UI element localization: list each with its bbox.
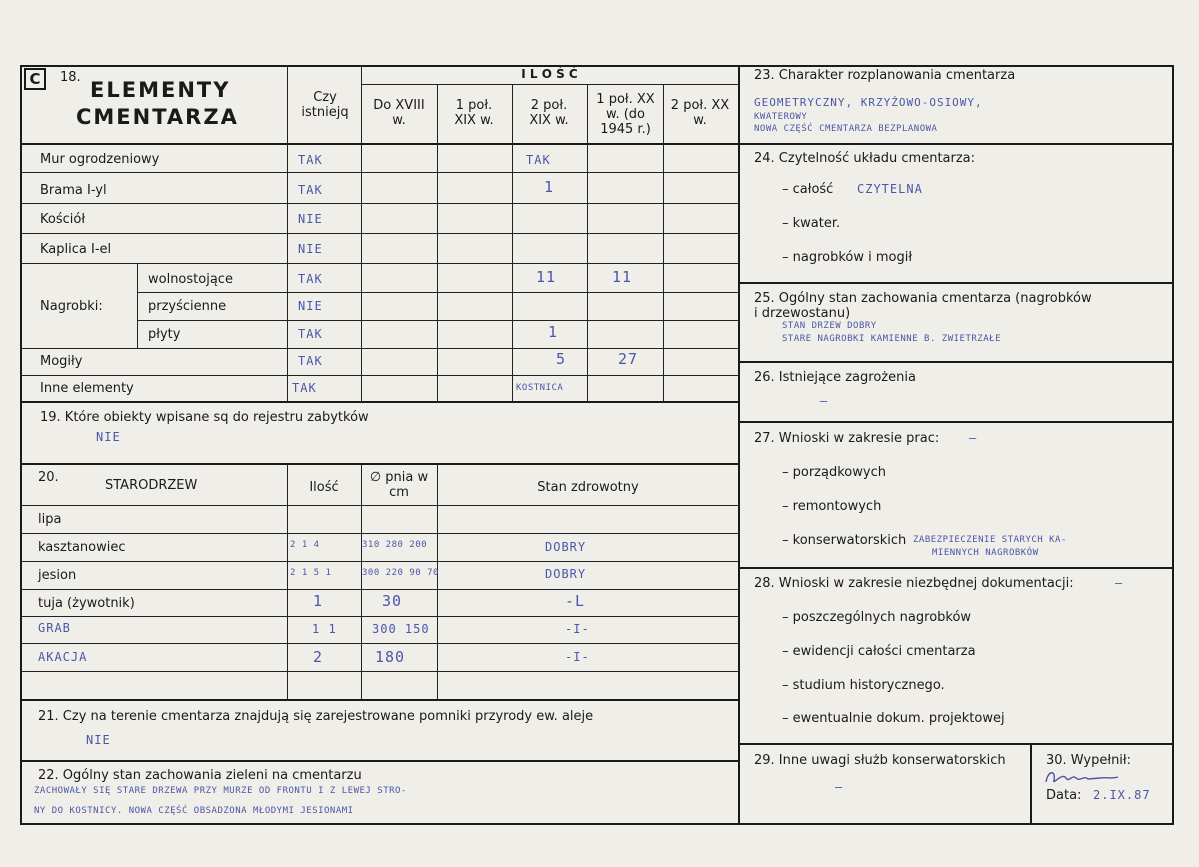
rule-s20 [20, 463, 738, 465]
s28-item: – studium historycznego. [782, 678, 945, 693]
grid-line [361, 84, 738, 85]
s26-answer: — [820, 394, 829, 408]
grid-line [137, 320, 738, 321]
s26-label: 26. Istniejące zagrożenia [754, 370, 916, 385]
grid-line [663, 85, 664, 401]
s18-title-line1: ELEMENTY [90, 78, 231, 102]
tree-name: GRAB [38, 621, 71, 635]
grid-line [20, 203, 738, 204]
grid-line [20, 172, 738, 173]
period-header-2: 1 poł. XIX w. [454, 98, 494, 128]
rule-s22 [20, 760, 738, 762]
s18-title-line2: CMENTARZA [76, 105, 239, 129]
tree-count: 1 [313, 592, 324, 610]
s27-label: 27. Wnioski w zakresie prac: [754, 431, 940, 446]
tree-name: AKACJA [38, 650, 88, 664]
s28-label: 28. Wnioski w zakresie niezbędnej dokumentacji: [754, 576, 1074, 591]
s21-answer: NIE [86, 733, 111, 747]
grid-line [20, 375, 738, 376]
period-header-4: 1 poł. XX w. (do 1945 r.) [596, 92, 655, 137]
s24-item-label: – kwater. [782, 216, 841, 231]
s23-answer-line2: KWATEROWY [754, 112, 808, 122]
tree-count: 2 1 4 [290, 540, 320, 550]
s30-label: 30. Wypełnił: [1046, 753, 1131, 768]
period-header-3: 2 poł. XIX w. [529, 98, 569, 128]
period-header-5: 2 poł. XX w. [670, 98, 730, 128]
rule-s25 [738, 282, 1174, 284]
period-value: 1 [544, 178, 555, 196]
grid-line [20, 616, 738, 617]
grid-line [20, 348, 738, 349]
grid-line [137, 263, 138, 348]
divider-s30 [1030, 743, 1032, 825]
rule-s27 [738, 421, 1174, 423]
exists-value: TAK [298, 327, 323, 341]
section-c-box: C [24, 68, 46, 90]
period-value: TAK [526, 153, 551, 167]
s24-item-label: – całość [782, 182, 834, 197]
rule-s26 [738, 361, 1174, 363]
grid-line [20, 233, 738, 234]
s19-label: 19. Które obiekty wpisane sq do rejestru zabytków [40, 410, 369, 425]
grid-line [437, 463, 438, 699]
grid-line [287, 463, 288, 699]
row-label: Kościół [40, 212, 86, 227]
row-label: Mogiły [40, 354, 83, 369]
row-label: Brama I-yl [40, 183, 107, 198]
period-header-1: Do XVIII w. [373, 98, 425, 128]
tree-health: DOBRY [545, 567, 587, 581]
tree-diameter: 300 150 [372, 622, 430, 636]
period-value: 11 [536, 268, 557, 286]
rule-s21 [20, 699, 738, 701]
s25-label-line2: i drzewostanu) [754, 306, 851, 321]
s27-item: – porządkowych [782, 465, 886, 480]
nagrobki-group-label: Nagrobki: [40, 299, 103, 314]
grid-line [20, 505, 738, 506]
tree-diameter: 180 [375, 648, 406, 666]
s22-answer-line1: ZACHOWAŁY SIĘ STARE DRZEWA PRZY MURZE OD FRONTU I Z LEWEJ STRO- [34, 786, 407, 796]
s28-item: – ewidencji całości cmentarza [782, 644, 976, 659]
row-label: Kaplica I-el [40, 242, 112, 257]
exists-value: TAK [298, 153, 323, 167]
exists-value: TAK [298, 354, 323, 368]
s20-title: STARODRZEW [105, 478, 198, 493]
date-value: 2.IX.87 [1093, 788, 1151, 802]
grid-line [137, 292, 738, 293]
grid-line [20, 533, 738, 534]
s23-answer-line3: NOWA CZĘŚĆ CMENTARZA BEZPLANOWA [754, 124, 938, 134]
period-value: 27 [618, 350, 639, 368]
exists-value: NIE [298, 299, 323, 313]
tree-count: 2 [313, 648, 324, 666]
tree-name: jesion [38, 568, 77, 583]
grid-line [361, 463, 362, 699]
s22-label: 22. Ogólny stan zachowania zieleni na cmentarzu [38, 768, 362, 783]
grid-line [20, 589, 738, 590]
exists-value: TAK [298, 183, 323, 197]
grid-line [20, 671, 738, 672]
column-divider [738, 65, 740, 825]
tree-diameter: 30 [382, 592, 403, 610]
col-count-header: Ilość [309, 480, 339, 495]
period-value: KOSTNICA [516, 383, 564, 393]
s27-konserw-answer-line1: ZABEZPIECZENIE STARYCH KA- [913, 535, 1067, 545]
s23-answer-line1: GEOMETRYCZNY, KRZYŻOWO-OSIOWY, [754, 96, 983, 109]
row-label: Inne elementy [40, 381, 134, 396]
rule-s29 [738, 743, 1174, 745]
row-label: wolnostojące [148, 272, 233, 287]
exists-value: NIE [298, 242, 323, 256]
tree-count: 1 1 [312, 622, 337, 636]
s21-label: 21. Czy na terenie cmentarza znajdują się zarejestrowane pomniki przyrody ew. aleje [38, 709, 594, 724]
s24-label: 24. Czytelność układu cmentarza: [754, 151, 976, 166]
s23-label: 23. Charakter rozplanowania cmentarza [754, 68, 1016, 83]
s28-item: – poszczególnych nagrobków [782, 610, 972, 625]
row-label: płyty [148, 327, 181, 342]
ilosc-header: I L O Ś Ć [521, 67, 578, 81]
s27-item: – konserwatorskich [782, 533, 907, 548]
s27-item: – remontowych [782, 499, 882, 514]
tree-diameter: 300 220 90 70 [362, 568, 439, 578]
row-label: przyścienne [148, 299, 227, 314]
s27-konserw-answer-line2: MIENNYCH NAGROBKÓW [932, 548, 1039, 558]
grid-line [20, 561, 738, 562]
date-label: Data: [1046, 788, 1082, 803]
rule-s28 [738, 567, 1174, 569]
s29-label: 29. Inne uwagi służb konserwatorskich [754, 753, 1006, 768]
tree-health: DOBRY [545, 540, 587, 554]
tree-health: -I- [565, 650, 590, 664]
col-exists-header: Czy istniejq [301, 90, 349, 120]
grid-line [20, 263, 738, 264]
tree-count: 2 1 5 1 [290, 568, 332, 578]
grid-line [512, 85, 513, 401]
header-rule [20, 143, 1174, 145]
exists-value: TAK [292, 381, 317, 395]
exists-value: NIE [298, 212, 323, 226]
row-label: Mur ogrodzeniowy [40, 152, 160, 167]
col-health-header: Stan zdrowotny [537, 480, 639, 495]
col-diameter-header: ∅ pnia w cm [369, 470, 429, 500]
rule-s19 [20, 401, 738, 403]
s24-item-label: – nagrobków i mogił [782, 250, 913, 265]
s25-label-line1: 25. Ogólny stan zachowania cmentarza (nagrobków [754, 291, 1092, 306]
s20-number: 20. [38, 470, 59, 485]
tree-name: tuja (żywotnik) [38, 596, 135, 611]
s25-answer-line1: STAN DRZEW DOBRY [782, 321, 877, 331]
tree-name: lipa [38, 512, 62, 527]
tree-name: kasztanowiec [38, 540, 126, 555]
tree-diameter: 310 280 200 [362, 540, 428, 550]
s18-number: 18. [60, 70, 81, 85]
s27-answer: — [969, 431, 978, 445]
s28-answer: — [1115, 576, 1124, 590]
exists-value: TAK [298, 272, 323, 286]
period-value: 1 [548, 323, 559, 341]
period-value: 11 [612, 268, 633, 286]
s28-item: – ewentualnie dokum. projektowej [782, 711, 1005, 726]
grid-line [437, 85, 438, 401]
period-value: 5 [556, 350, 567, 368]
s29-answer: — [835, 780, 844, 794]
s24-item-answer: CZYTELNA [857, 182, 923, 196]
s25-answer-line2: STARE NAGROBKI KAMIENNE B. ZWIETRZAŁE [782, 334, 1001, 344]
grid-line [20, 643, 738, 644]
signature [1042, 766, 1120, 788]
s22-answer-line2: NY DO KOSTNICY. NOWA CZĘŚĆ OBSADZONA MŁODYMI JESIONAMI [34, 806, 354, 816]
s19-answer: NIE [96, 430, 121, 444]
tree-health: -I- [565, 622, 590, 636]
tree-health: -L [565, 592, 586, 610]
